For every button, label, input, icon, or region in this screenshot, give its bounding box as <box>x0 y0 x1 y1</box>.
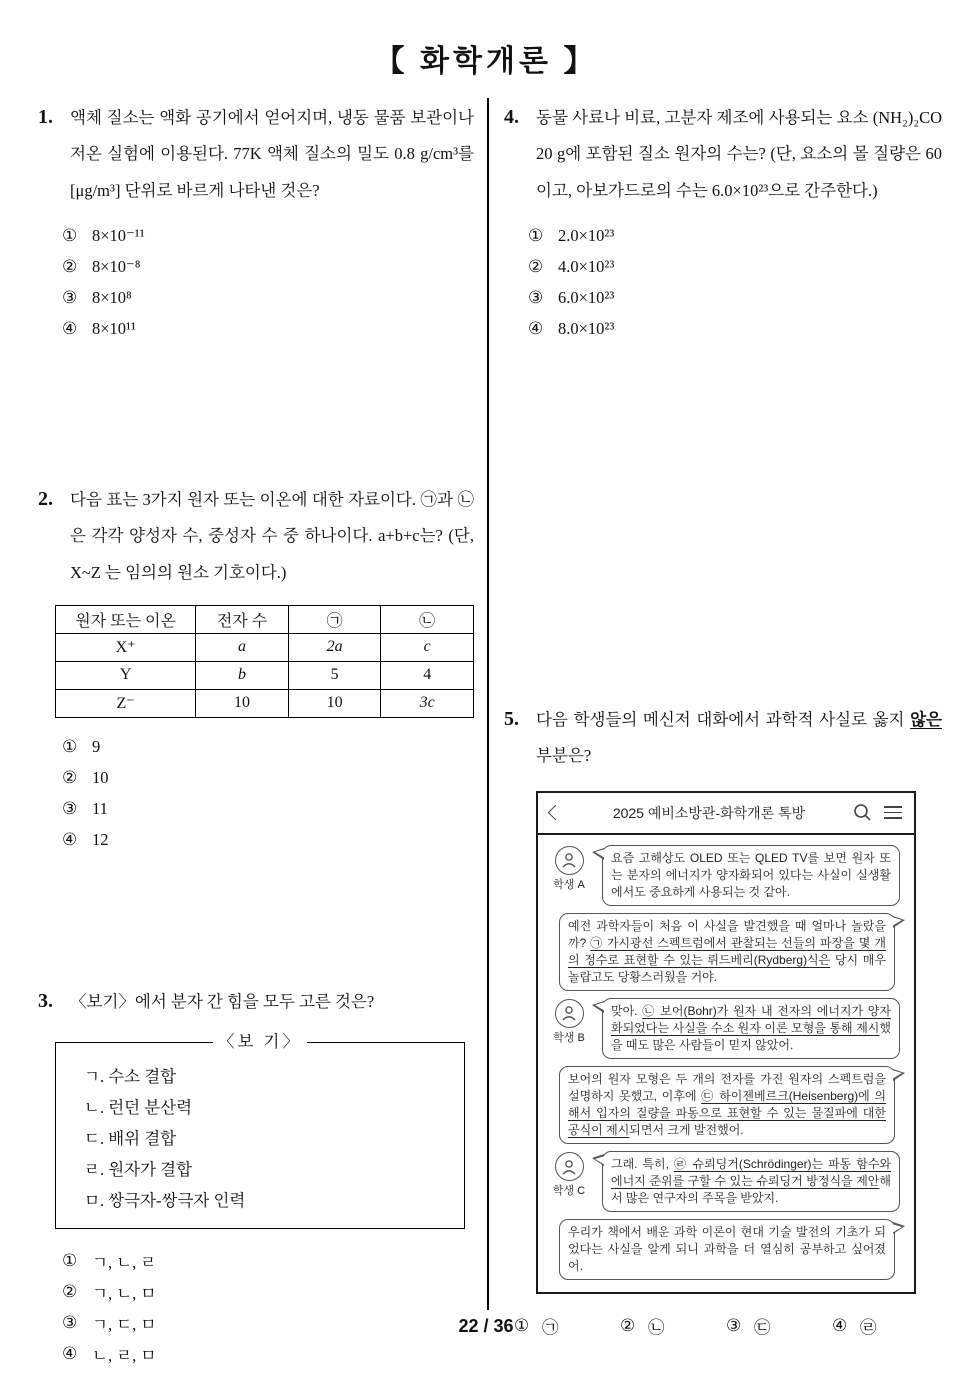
answer-option <box>528 283 942 314</box>
table-header: ㉠ <box>288 605 381 633</box>
message-text-underlined: ㉣ 슈뢰딩거(Schrödinger)는 파동 함수와 에너지 준위를 구할 수 있는 슈뢰딩거 방정식을 제안 <box>611 1157 891 1189</box>
message-text: 보어의 원자 모형은 두 개의 전자를 가진 원자의 스펙트럼을 설명하지 못했고, 이후에 <box>568 1071 886 1103</box>
question-3 <box>38 984 474 1369</box>
bogi-item: ㄷ. 배위 결합 <box>84 1129 177 1149</box>
option-marker: ④ <box>62 830 78 850</box>
message-text: 예전 과학자들이 처음 이 사실을 발견했을 때 얼마나 놀랐을까? <box>568 918 886 950</box>
messenger-window <box>536 791 916 1295</box>
question-text: 다음 표는 3가지 원자 또는 이온에 대한 자료이다. ㉠과 ㉡은 각각 양성자 수, 중성자 수 중 하나이다. a+b+c는? (단, X~Z 는 임의의 원소 기호이다.) <box>70 490 474 582</box>
option-text: 8×10⁻⁸ <box>92 257 141 277</box>
question-text: 〈보기〉에서 분자 간 힘을 모두 고른 것은? <box>70 992 375 1011</box>
option-marker: ④ <box>62 1343 78 1363</box>
page-number: 22 / 36 <box>458 1316 514 1336</box>
chat-room-title: 2025 예비소방관-화학개론 톡방 <box>612 804 806 821</box>
message-bubble <box>559 913 895 991</box>
answer-option <box>62 283 474 314</box>
bogi-item: ㄴ. 런던 분산력 <box>84 1098 193 1118</box>
message-text: 맞아. <box>611 1003 643 1018</box>
option-text: 8×10⁸ <box>92 288 132 308</box>
table-row <box>56 661 474 689</box>
option-marker: ② <box>528 257 544 277</box>
answer-option <box>528 314 942 345</box>
avatar-person-icon <box>555 1152 584 1181</box>
question-text-emphasis: 않은 <box>910 710 942 729</box>
option-marker: ③ <box>62 288 78 308</box>
question-3-options <box>62 1245 474 1369</box>
message-text-underlined: ㉠ 가시광선 스펙트럼에서 관찰되는 선들의 파장을 몇 개의 정수로 표현할 수 있는 뤼드베리(Rydberg)식은 <box>568 935 886 967</box>
message-text: 요즘 고해상도 OLED 또는 QLED TV를 보면 원자 또는 분자의 에너지가 양자화되어 있다는 사실이 실생활에서도 중요하게 사용되는 것 같아. <box>611 850 891 899</box>
option-marker: ③ <box>528 288 544 308</box>
question-number: 4. <box>504 106 519 128</box>
option-text: ㄱ, ㄷ, ㅁ <box>92 1314 157 1334</box>
table-cell: 5 <box>288 661 381 689</box>
option-text: 9 <box>92 737 101 757</box>
question-number: 5. <box>504 708 519 730</box>
option-marker: ① <box>62 737 78 757</box>
message-bubble <box>602 1151 900 1212</box>
question-4 <box>504 100 942 345</box>
option-text: ㉢ <box>754 1318 771 1338</box>
question-text-part: 부분은? <box>536 746 592 766</box>
chat-message <box>547 1151 905 1212</box>
message-text-underlined: ㉡ 보어(Bohr)가 원자 내 전자의 에너지가 양자화되었다는 사실을 수소 원자 이론 모형을 통해 제시 <box>611 1003 891 1035</box>
avatar-person-icon <box>555 999 584 1028</box>
bogi-item: ㄹ. 원자가 결합 <box>84 1160 193 1180</box>
message-text: 되면서 크게 발전했어. <box>629 1123 744 1137</box>
option-text: ㄴ, ㄹ, ㅁ <box>92 1345 157 1365</box>
message-bubble <box>602 998 900 1059</box>
speaker-label: 학생 C <box>552 1185 586 1198</box>
chat-message <box>547 1066 905 1144</box>
chat-message <box>547 1219 905 1280</box>
answer-option <box>62 221 474 252</box>
question-text-part: 다음 학생들의 메신저 대화에서 과학적 사실로 옳지 <box>536 710 911 729</box>
atom-ion-table <box>55 605 474 718</box>
table-row <box>56 689 474 717</box>
answer-option <box>62 732 474 763</box>
bogi-item: ㅁ. 쌍극자-쌍극자 인력 <box>84 1191 246 1211</box>
option-marker: ④ <box>832 1316 848 1336</box>
option-text: 8×10¹¹ <box>92 319 136 339</box>
option-text: 8.0×10²³ <box>558 319 615 339</box>
option-marker: ④ <box>62 319 78 339</box>
message-text-underlined: ㉢ 하이젠베르크(Heisenberg)에 의해서 입자의 질량을 파동으로 표현할 수 있는 물질파에 대한 공식이 제시 <box>568 1088 886 1137</box>
question-number: 1. <box>38 106 53 128</box>
menu-icon <box>884 806 902 819</box>
option-marker: ③ <box>726 1316 742 1336</box>
option-marker: ② <box>62 1281 78 1301</box>
question-1 <box>38 100 474 345</box>
option-text: ㄱ, ㄴ, ㄹ <box>92 1252 157 1272</box>
option-text: 2.0×10²³ <box>558 226 615 246</box>
answer-option <box>62 794 474 825</box>
option-marker: ① <box>62 1250 78 1270</box>
option-marker: ③ <box>62 799 78 819</box>
question-5 <box>504 702 942 1338</box>
question-1-options <box>62 221 474 345</box>
question-4-options <box>528 221 942 345</box>
answer-option <box>62 825 474 856</box>
table-header: 원자 또는 이온 <box>56 605 196 633</box>
option-text: ㉠ <box>542 1318 559 1338</box>
table-cell: b <box>196 661 289 689</box>
option-text: ㉣ <box>860 1318 877 1338</box>
column-divider <box>487 98 489 1310</box>
answer-option <box>528 252 942 283</box>
option-marker: ① <box>62 226 78 246</box>
question-text: 동물 사료나 비료, 고분자 제조에 사용되는 요소 (NH₂)₂CO 20 g에 포함된 질소 원자의 수는? (단, 요소의 몰 질량은 60이고, 아보가드로의 수는 6.0×10²³으로 간주한다.) <box>536 108 942 200</box>
message-bubble <box>602 845 900 906</box>
avatar-person-icon <box>555 846 584 875</box>
question-2 <box>38 482 474 856</box>
option-text: 4.0×10²³ <box>558 257 615 277</box>
option-marker: ② <box>620 1316 636 1336</box>
table-header: ㉡ <box>381 605 474 633</box>
search-icon <box>853 803 872 822</box>
message-bubble <box>559 1219 895 1280</box>
answer-option <box>62 763 474 794</box>
table-cell: 4 <box>381 661 474 689</box>
answer-option <box>62 314 474 345</box>
table-cell: 10 <box>196 689 289 717</box>
bogi-box-label: 〈보 기〉 <box>213 1028 307 1052</box>
option-marker: ① <box>514 1316 530 1336</box>
messenger-header <box>538 793 914 835</box>
header-icons <box>853 803 902 822</box>
option-text: ㄱ, ㄴ, ㅁ <box>92 1283 157 1303</box>
question-text <box>536 702 942 775</box>
option-text: ㉡ <box>648 1318 665 1338</box>
question-2-options <box>62 732 474 856</box>
message-text: 해서 많은 연구자의 주목을 받았지. <box>611 1174 891 1206</box>
question-number: 2. <box>38 488 53 510</box>
option-text: 8×10⁻¹¹ <box>92 226 145 246</box>
answer-option <box>528 221 942 252</box>
table-cell: Z⁻ <box>56 689 196 717</box>
option-marker: ① <box>528 226 544 246</box>
table-cell: Y <box>56 661 196 689</box>
message-text: 우리가 책에서 배운 과학 이론이 현대 기술 발전의 기초가 되었다는 사실을 알게 되니 과학을 더 열심히 공부하고 싶어졌어. <box>568 1225 886 1274</box>
chat-message <box>547 913 905 991</box>
table-cell: 10 <box>288 689 381 717</box>
option-text: 12 <box>92 830 109 850</box>
message-text: 했을 때도 많은 사람들이 믿지 않았어. <box>611 1020 891 1052</box>
bogi-item: ㄱ. 수소 결합 <box>84 1067 177 1087</box>
option-marker: ② <box>62 257 78 277</box>
table-header-row <box>56 605 474 633</box>
table-row <box>56 633 474 661</box>
message-bubble <box>559 1066 895 1144</box>
answer-option <box>62 1245 474 1276</box>
option-text: 6.0×10²³ <box>558 288 615 308</box>
back-icon <box>548 805 564 821</box>
option-marker: ④ <box>528 319 544 339</box>
option-text: 11 <box>92 799 108 819</box>
answer-option <box>62 252 474 283</box>
message-text: 그래. 특히, <box>611 1157 674 1172</box>
option-text: 10 <box>92 768 109 788</box>
answer-option <box>62 1338 474 1369</box>
message-text: 당시 매우 놀랍고도 당황스러웠을 거야. <box>568 952 886 984</box>
chat-body <box>538 835 914 1293</box>
bogi-box <box>55 1032 465 1229</box>
option-marker: ② <box>62 768 78 788</box>
speaker-label: 학생 A <box>553 878 585 891</box>
chat-message <box>547 845 905 906</box>
avatar-column <box>547 845 591 892</box>
speaker-label: 학생 B <box>553 1031 585 1044</box>
chat-message <box>547 998 905 1059</box>
table-cell: c <box>381 633 474 661</box>
question-text: 액체 질소는 액화 공기에서 얻어지며, 냉동 물품 보관이나 저온 실험에 이용된다. 77K 액체 질소의 밀도 0.8 g/cm³를 [μg/m³] 단위로 바르게 나타낸 것은? <box>70 108 474 200</box>
page-title: 【 화학개론 】 <box>374 45 598 78</box>
table-cell: a <box>196 633 289 661</box>
option-marker: ③ <box>62 1312 78 1332</box>
answer-option <box>62 1276 474 1307</box>
avatar-column <box>547 998 591 1045</box>
table-header: 전자 수 <box>196 605 289 633</box>
table-cell: 3c <box>381 689 474 717</box>
question-number: 3. <box>38 990 53 1012</box>
avatar-column <box>547 1151 591 1198</box>
table-cell: X⁺ <box>56 633 196 661</box>
table-cell: 2a <box>288 633 381 661</box>
